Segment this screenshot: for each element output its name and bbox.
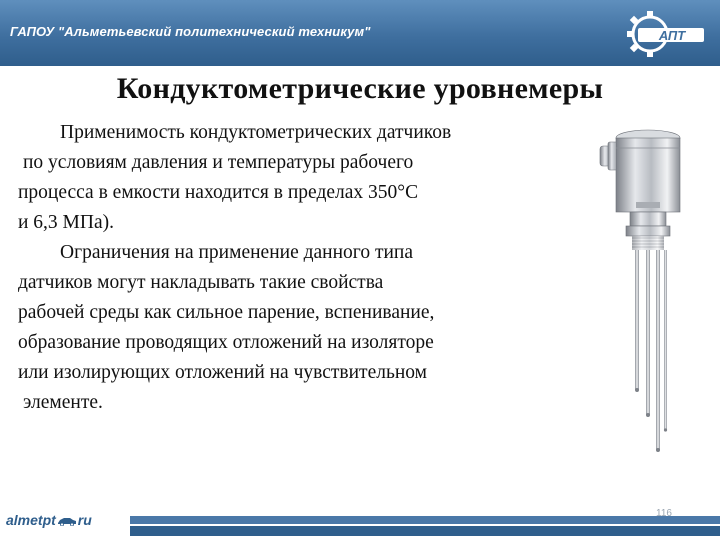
body-line: Ограничения на применение данного типа: [60, 242, 413, 263]
gear-logo-icon: [616, 8, 712, 60]
footer-site[interactable]: [6, 512, 92, 528]
logo-text: АПТ: [658, 28, 686, 43]
institution-name: ГАПОУ "Альметьевский политехнический техникум": [10, 24, 371, 39]
body-line: по условиям давления и температуры рабочего: [23, 152, 414, 173]
body-line: процесса в емкости находится в пределах 350°С: [18, 182, 419, 203]
slide-body: [18, 118, 578, 418]
slide-title: Кондуктометрические уровнемеры: [116, 72, 604, 105]
body-line: Применимость кондуктометрических датчиков: [60, 122, 452, 143]
footer-stripe: [130, 526, 720, 536]
body-line: или изолирующих отложений на чувствительном: [18, 362, 428, 383]
page-number: 116: [656, 508, 672, 519]
level-sensor-image: [598, 126, 708, 456]
header-bar: [0, 0, 720, 66]
body-line: и 6,3 МПа).: [18, 212, 115, 233]
body-line: образование проводящих отложений на изоляторе: [18, 332, 434, 353]
footer-stripe: [130, 516, 720, 524]
site-suffix: ru: [77, 512, 92, 528]
site-prefix: almetpt: [6, 512, 56, 528]
body-line: элементе.: [23, 392, 103, 413]
body-line: датчиков могут накладывать такие свойства: [18, 272, 384, 293]
footer-bar: [0, 502, 720, 540]
car-icon: [57, 516, 77, 526]
body-line: рабочей среды как сильное парение, вспенивание,: [18, 302, 435, 323]
